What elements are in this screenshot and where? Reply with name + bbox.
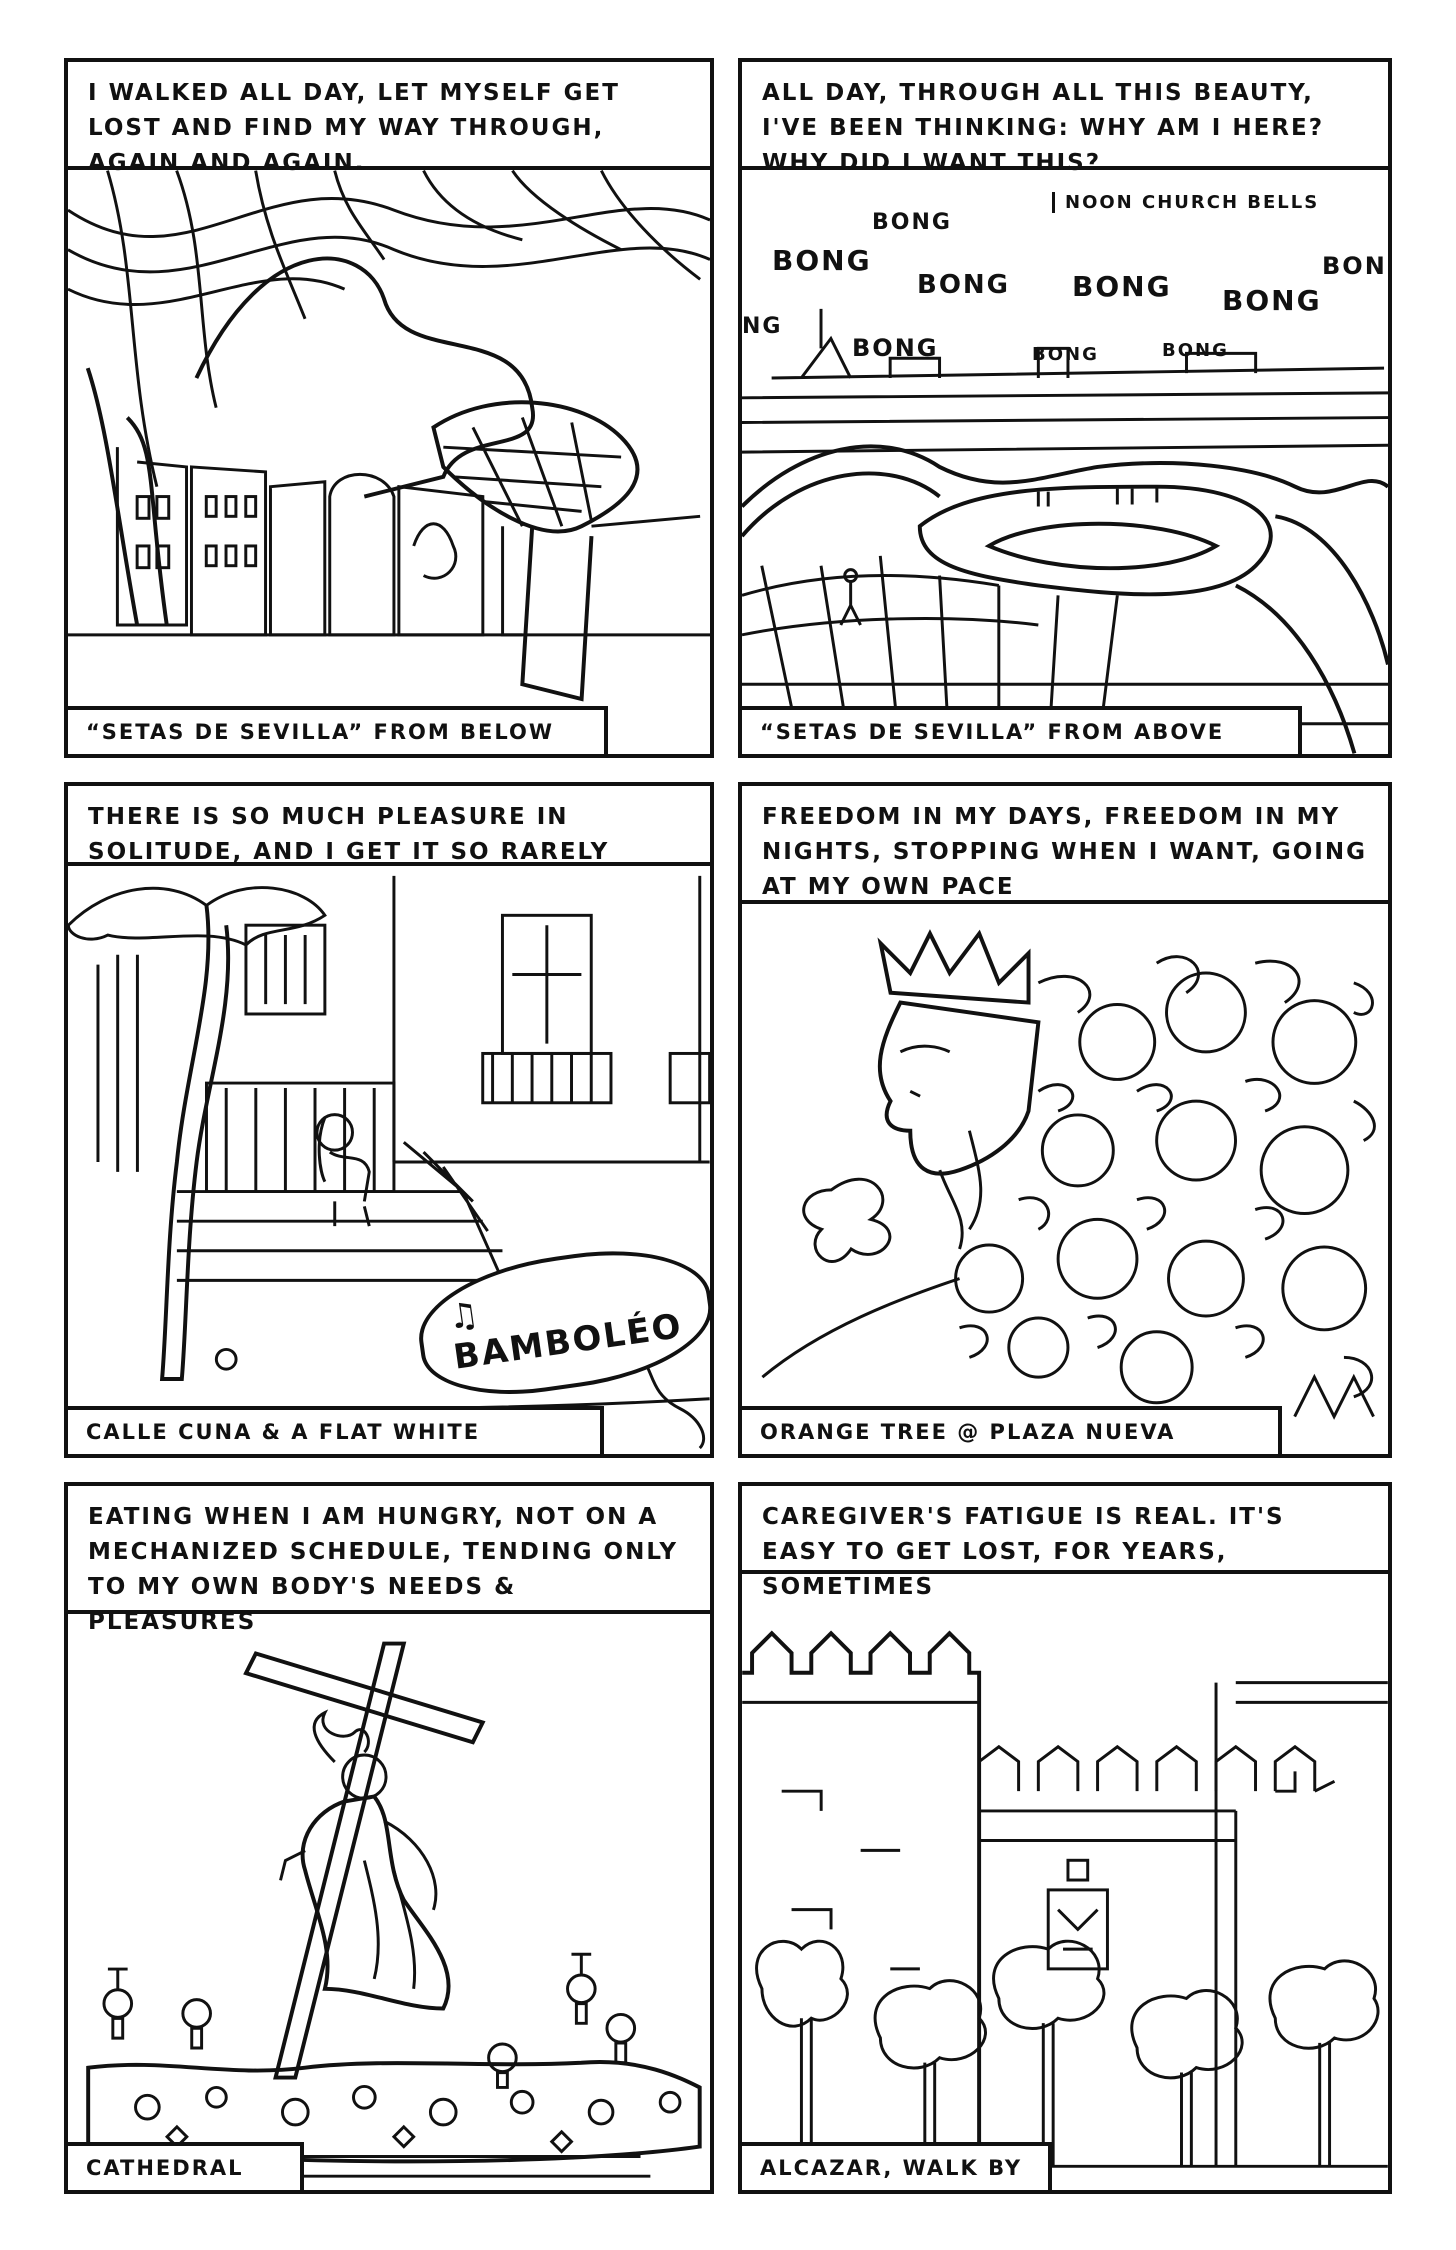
narration-box: EATING WHEN I AM HUNGRY, NOT ON A MECHANIZED SCHEDULE, TENDING ONLY TO MY OWN BODY'S NEEDS & PLEASURES	[68, 1486, 710, 1614]
panel-illustration-cathedral	[68, 1614, 710, 2190]
music-speech-balloon: ♫ BAMBOLÉO	[410, 1236, 714, 1408]
panel-alcazar	[738, 1482, 1392, 2194]
alcazar-drawing	[742, 1574, 1388, 2190]
bong-sound-5: BONG	[1222, 284, 1322, 317]
narration-box: THERE IS SO MUCH PLEASURE IN SOLITUDE, AND I GET IT SO RARELY	[68, 786, 710, 866]
panel-caption: CALLE CUNA & A FLAT WHITE	[68, 1406, 604, 1454]
bong-sound-3: BONG	[917, 270, 1011, 300]
bong-sound-6: BON	[1322, 252, 1387, 280]
narration-box: CAREGIVER'S FATIGUE IS REAL. IT'S EASY TO GET LOST, FOR YEARS, SOMETIMES	[742, 1486, 1388, 1574]
panel-setas-below	[64, 58, 714, 758]
narration-box: I WALKED ALL DAY, LET MYSELF GET LOST AND FIND MY WAY THROUGH, AGAIN AND AGAIN.	[68, 62, 710, 170]
panel-caption: “SETAS DE SEVILLA” FROM ABOVE	[742, 706, 1302, 754]
bong-sound-1: BONG	[872, 210, 952, 235]
narration-box: FREEDOM IN MY DAYS, FREEDOM IN MY NIGHTS, STOPPING WHEN I WANT, GOING AT MY OWN PACE	[742, 786, 1388, 904]
bong-sound-7: NG	[742, 314, 783, 339]
church-bells-note: NOON CHURCH BELLS	[1052, 192, 1319, 213]
bong-sound-9: BONG	[1032, 344, 1099, 365]
panel-caption: ALCAZAR, WALK BY	[742, 2142, 1052, 2190]
panel-illustration-alcazar	[742, 1574, 1388, 2190]
panel-orange-tree	[738, 782, 1392, 1458]
panel-caption: ORANGE TREE @ PLAZA NUEVA	[742, 1406, 1282, 1454]
cathedral-procession-drawing	[68, 1614, 710, 2190]
orange-tree-drawing	[742, 904, 1388, 1454]
panel-caption: “SETAS DE SEVILLA” FROM BELOW	[68, 706, 608, 754]
bong-sound-2: BONG	[772, 244, 872, 277]
panel-setas-above	[738, 58, 1392, 758]
panel-cathedral	[64, 1482, 714, 2194]
setas-below-drawing	[68, 170, 710, 754]
panel-illustration-setas-below	[68, 170, 710, 754]
panel-calle-cuna	[64, 782, 714, 1458]
bong-sound-10: BONG	[1162, 340, 1229, 361]
bong-sound-4: BONG	[1072, 270, 1172, 303]
panel-illustration-orange-tree	[742, 904, 1388, 1454]
bong-sound-8: BONG	[852, 334, 939, 362]
narration-box: ALL DAY, THROUGH ALL THIS BEAUTY, I'VE BEEN THINKING: WHY AM I HERE? WHY DID I WANT THIS?	[742, 62, 1388, 170]
panel-caption: CATHEDRAL	[68, 2142, 304, 2190]
